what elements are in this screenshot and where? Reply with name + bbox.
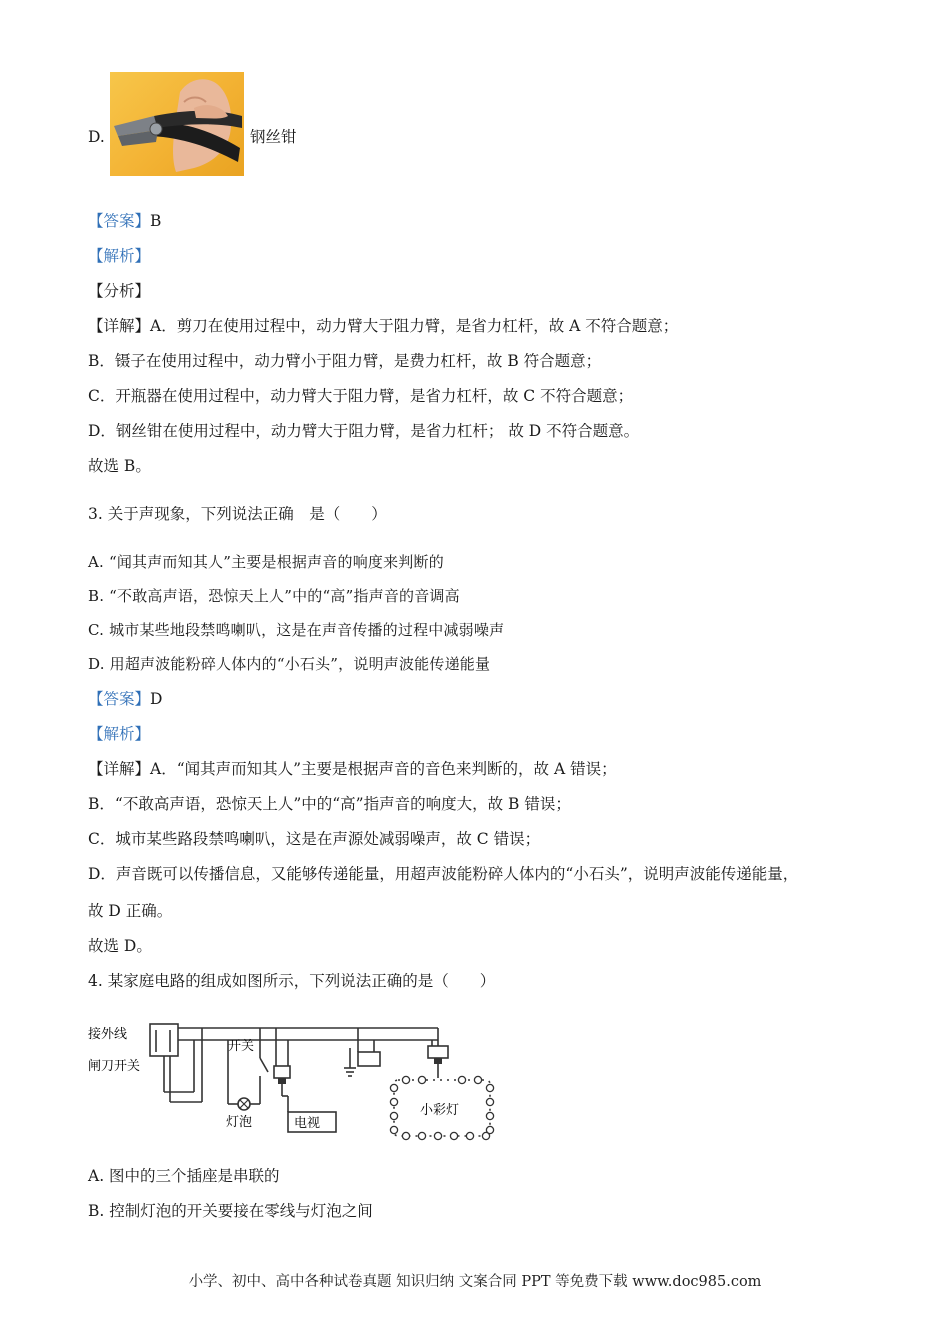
q2-answer — [88, 210, 161, 232]
pliers-illustration — [110, 72, 244, 176]
q3-stem: 3. 关于声现象，下列说法正确 是（ ） — [88, 505, 387, 523]
q2-conclusion: 故选 B。 — [88, 457, 151, 475]
detail-tag: 【详解】 — [88, 760, 151, 778]
answer-value: B — [150, 212, 162, 230]
detail-tag: 【详解】 — [88, 317, 151, 335]
answer-tag: 【答案】 — [88, 212, 151, 230]
q2-fenxi-tag: 【分析】 — [88, 282, 151, 300]
q3-detail-a — [88, 758, 617, 780]
label-switch: 开关 — [228, 1039, 255, 1054]
pliers-image — [110, 72, 244, 176]
label-lights: 小彩灯 — [420, 1103, 460, 1118]
detail-text: A．剪刀在使用过程中，动力臂大于阻力臂，是省力杠杆，故 A 不符合题意； — [150, 317, 679, 335]
q2-detail-d: D．钢丝钳在使用过程中，动力臂大于阻力臂，是省力杠杆； 故 D 不符合题意。 — [88, 422, 640, 440]
q3-detail-c: C．城市某些路段禁鸣喇叭，这是在声源处减弱噪声，故 C 错误； — [88, 830, 541, 848]
q3-detail-d1: D．声音既可以传播信息，又能够传递能量，用超声波能粉碎人体内的“小石头”，说明声波能传递能量， — [88, 865, 799, 883]
q3-detail-d2: 故 D 正确。 — [88, 902, 173, 920]
label-outer: 接外线 — [88, 1027, 128, 1042]
q2-detail-c: C．开瓶器在使用过程中，动力臂大于阻力臂，是省力杠杆，故 C 不符合题意； — [88, 387, 634, 405]
q4-stem: 4. 某家庭电路的组成如图所示，下列说法正确的是（ ） — [88, 972, 496, 990]
tv-plug-icon — [278, 1078, 286, 1084]
q3-option-d: D. 用超声波能粉碎人体内的“小石头”，说明声波能传递能量 — [88, 655, 491, 673]
detail-text: A．“闻其声而知其人”主要是根据声音的音色来判断的，故 A 错误； — [150, 760, 617, 778]
q3-conclusion: 故选 D。 — [88, 937, 152, 955]
q3-detail-b: B．“不敢高声语，恐惊天上人”中的“高”指声音的响度大，故 B 错误； — [88, 795, 571, 813]
label-bulb: 灯泡 — [226, 1115, 253, 1130]
q2-analysis-tag: 【解析】 — [88, 247, 151, 265]
option-d-caption: 钢丝钳 — [250, 128, 297, 146]
q3-option-b: B. “不敢高声语，恐惊天上人”中的“高”指声音的音调高 — [88, 587, 460, 605]
label-tv: 电视 — [294, 1116, 321, 1131]
answer-tag: 【答案】 — [88, 690, 151, 708]
answer-value: D — [150, 690, 163, 708]
q2-detail-b: B．镊子在使用过程中，动力臂小于阻力臂，是费力杠杆，故 B 符合题意； — [88, 352, 602, 370]
q2-detail-a — [88, 315, 678, 337]
option-d-letter: D. — [88, 128, 105, 146]
q3-answer — [88, 688, 162, 710]
label-knife: 闸刀开关 — [88, 1059, 141, 1074]
household-circuit-diagram — [88, 1018, 498, 1148]
q4-option-b: B. 控制灯泡的开关要接在零线与灯泡之间 — [88, 1202, 373, 1220]
q3-option-c: C. 城市某些地段禁鸣喇叭，这是在声音传播的过程中减弱噪声 — [88, 621, 505, 639]
q3-analysis-tag: 【解析】 — [88, 725, 151, 743]
page-footer: 小学、初中、高中各种试卷真题 知识归纳 文案合同 PPT 等免费下载 www.doc985.com — [188, 1274, 762, 1290]
lights-plug-icon — [434, 1058, 442, 1064]
q4-option-a: A. 图中的三个插座是串联的 — [88, 1167, 280, 1185]
q3-option-a: A. “闻其声而知其人”主要是根据声音的响度来判断的 — [88, 553, 444, 571]
